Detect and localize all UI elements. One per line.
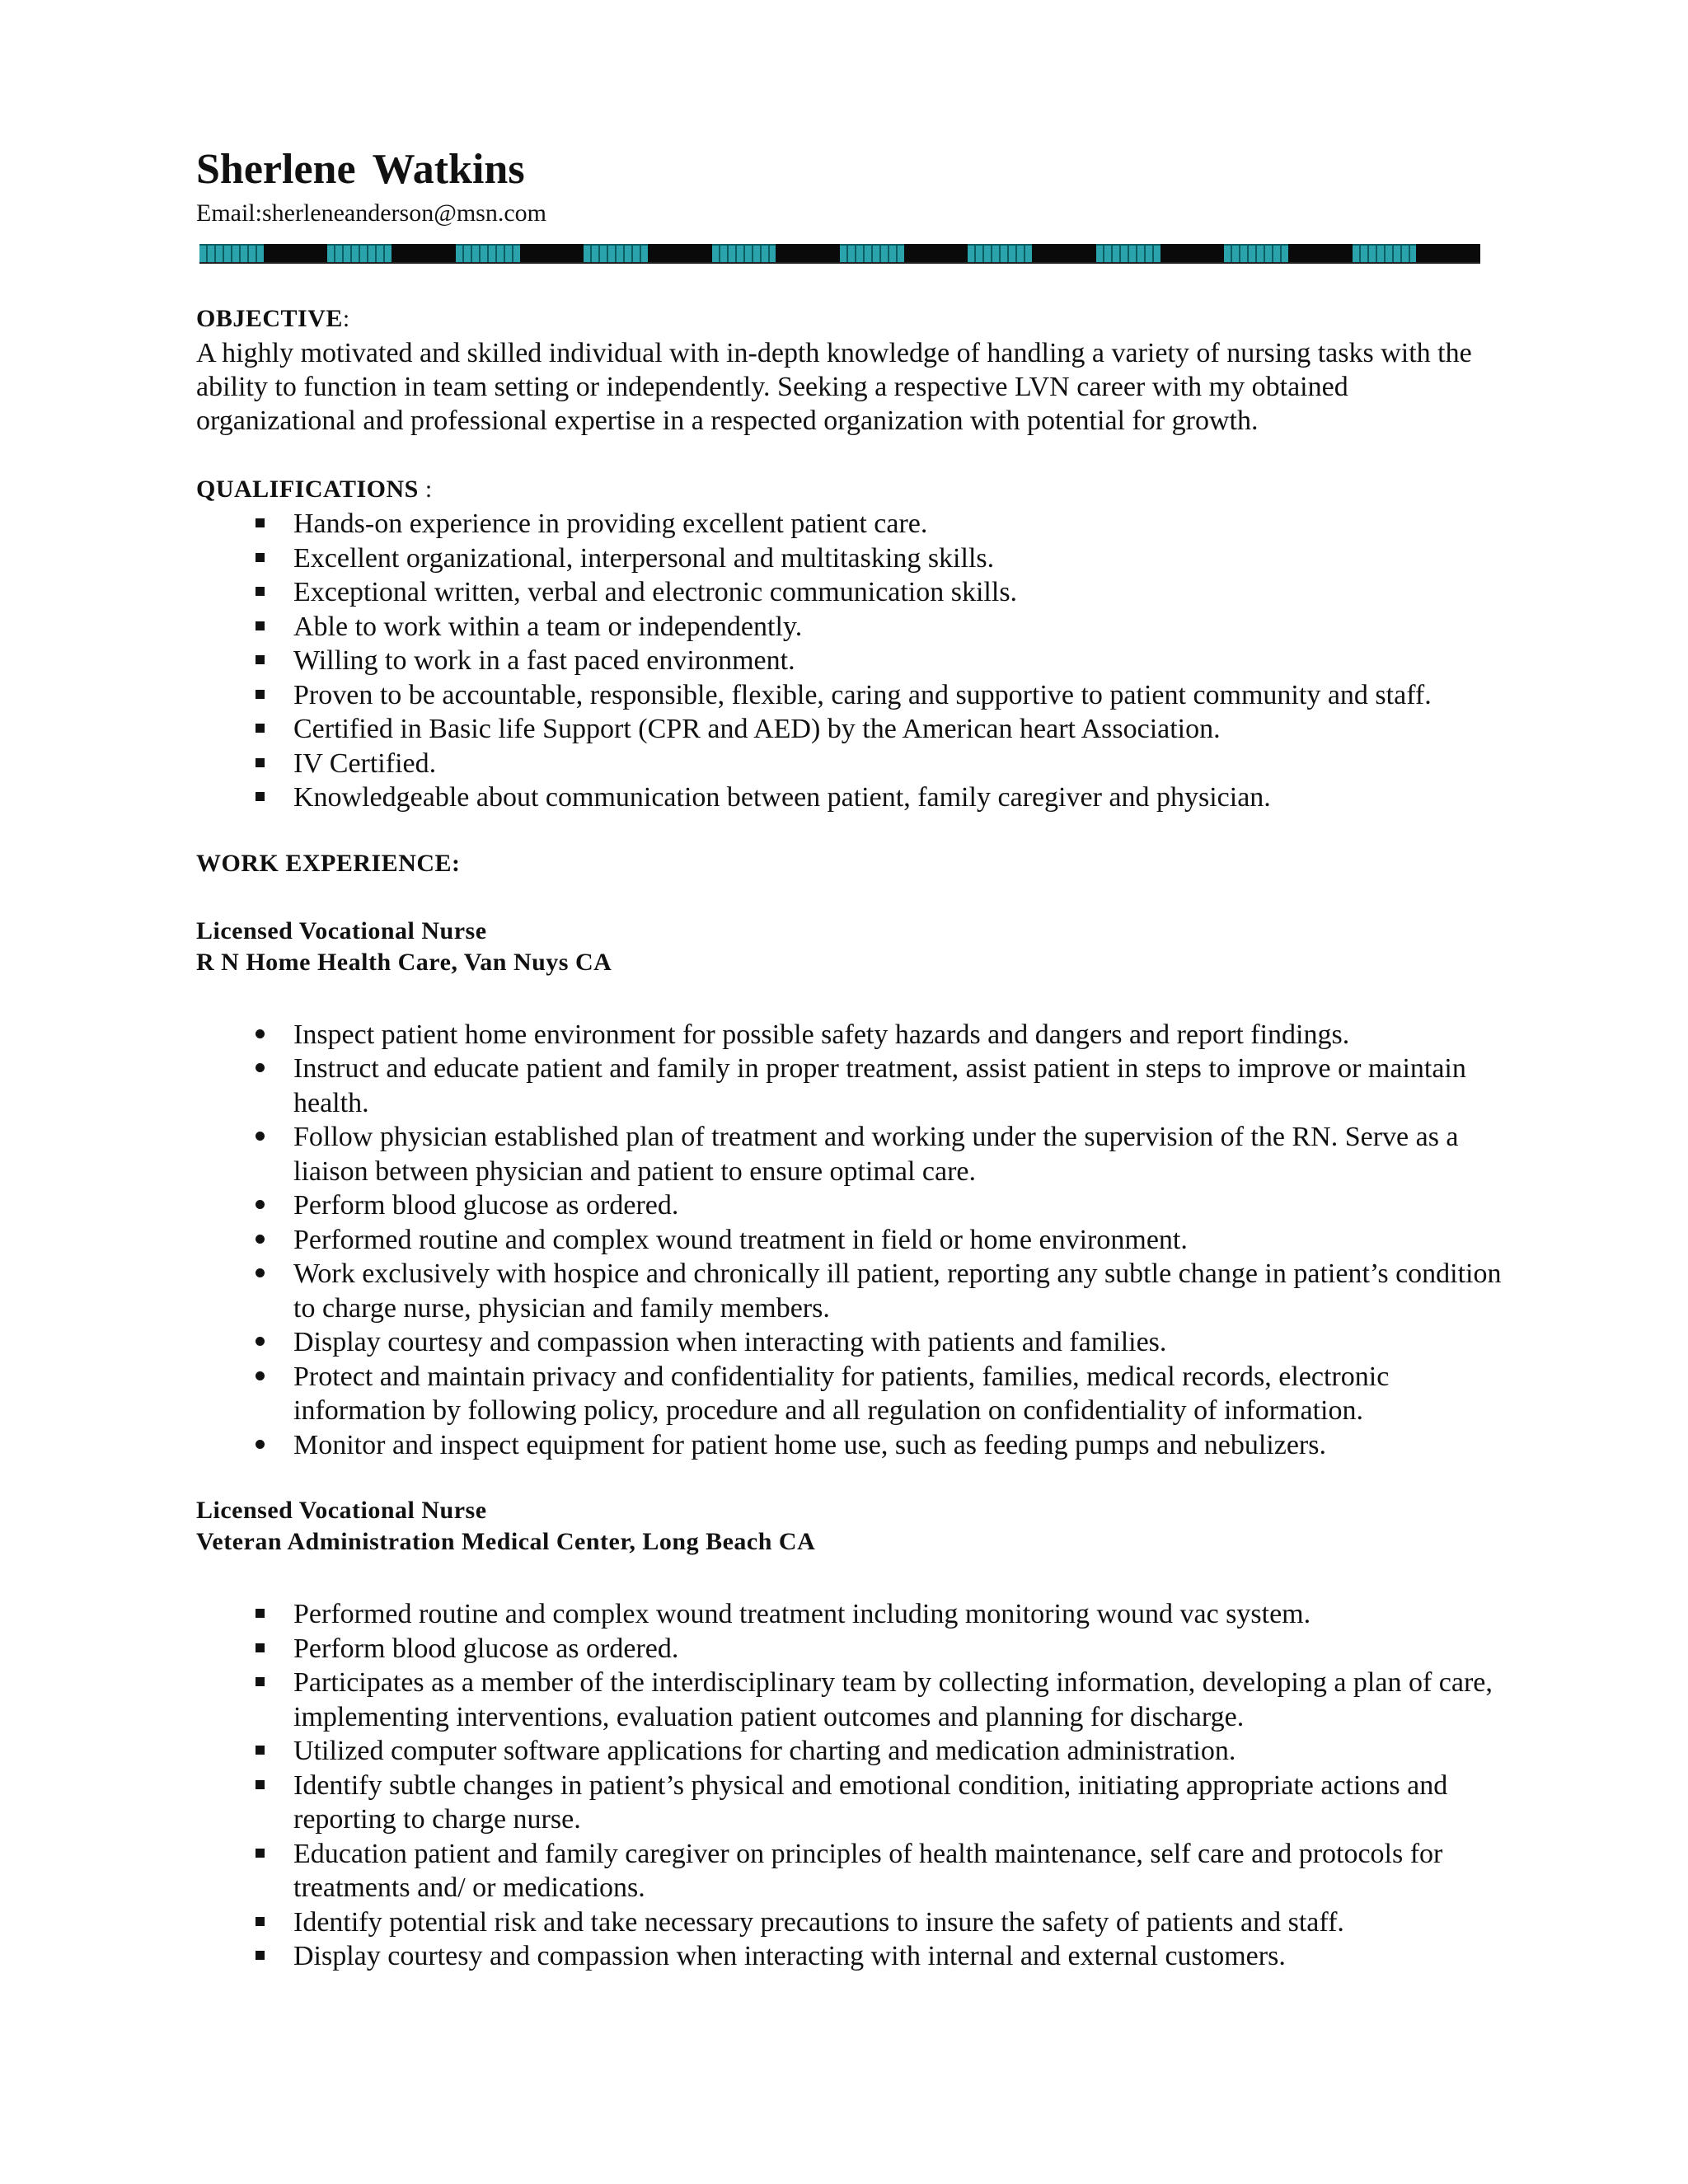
square-bullet-icon [247,1905,272,1940]
objective-text: A highly motivated and skilled individual with in-depth knowledge of handling a variety of nursing tasks with the ability to function in team setting or independently. Seeking a respective LVN career with my obtained organizational and professional expertise in a respected organization with potential for growth. [196,338,1472,436]
resume-body [196,302,1515,1974]
decorative-divider [199,244,1480,264]
list-item: Utilized computer software applications for charting and medication administration. [196,1734,1515,1769]
square-bullet-icon [247,780,272,815]
square-bullet-icon [247,1939,272,1974]
list-item: Display courtesy and compassion when interacting with patients and families. [196,1325,1515,1360]
list-item: Perform blood glucose as ordered. [196,1188,1515,1223]
square-bullet-icon [247,575,272,610]
square-bullet-icon [247,747,272,781]
qualifications-heading: QUALIFICATIONS : [196,476,433,503]
job-duties-list [196,1597,1515,1974]
round-bullet-icon [247,1188,272,1223]
list-item: Perform blood glucose as ordered. [196,1632,1515,1666]
round-bullet-icon [247,1428,272,1463]
round-bullet-icon [247,1120,272,1155]
job-title: Licensed Vocational Nurse [196,916,487,944]
square-bullet-icon [247,1597,272,1632]
list-item: Hands-on experience in providing excellent patient care. [196,507,1515,541]
list-item: Work exclusively with hospice and chronically ill patient, reporting any subtle change in patient’s condition to charge nurse, physician and family members. [196,1257,1515,1325]
list-item: Monitor and inspect equipment for patient home use, such as feeding pumps and nebulizers. [196,1428,1515,1463]
objective-heading: OBJECTIVE: [196,305,350,332]
job-duties-list [196,1018,1515,1463]
square-bullet-icon [247,1734,272,1769]
list-item: Education patient and family caregiver on principles of health maintenance, self care and protocols for treatments and/ or medications. [196,1837,1515,1905]
list-item: Proven to be accountable, responsible, flexible, caring and supportive to patient community and staff. [196,678,1515,713]
round-bullet-icon [247,1223,272,1258]
round-bullet-icon [247,1325,272,1360]
round-bullet-icon [247,1257,272,1291]
list-item: Follow physician established plan of treatment and working under the supervision of the RN. Serve as a liaison between physician and patient to ensure optimal care. [196,1120,1515,1188]
square-bullet-icon [247,507,272,541]
square-bullet-icon [247,1837,272,1872]
list-item: Performed routine and complex wound treatment in field or home environment. [196,1223,1515,1258]
list-item: IV Certified. [196,747,1515,781]
list-item: Knowledgeable about communication between patient, family caregiver and physician. [196,780,1515,815]
list-item: Willing to work in a fast paced environment. [196,644,1515,678]
round-bullet-icon [247,1360,272,1394]
list-item: Certified in Basic life Support (CPR and AED) by the American heart Association. [196,712,1515,747]
square-bullet-icon [247,1632,272,1666]
square-bullet-icon [247,1666,272,1700]
job-employer: Veteran Administration Medical Center, Long Beach CA [196,1528,816,1555]
qualifications-list [196,507,1515,815]
list-item: Participates as a member of the interdisciplinary team by collecting information, developing a plan of care, implementing interventions, evaluation patient outcomes and planning for discharge. [196,1666,1515,1734]
work-experience-heading: WORK EXPERIENCE: [196,849,461,877]
applicant-name: Sherlene Watkins [196,146,525,193]
square-bullet-icon [247,1769,272,1803]
list-item: Able to work within a team or independently. [196,610,1515,644]
round-bullet-icon [247,1018,272,1052]
round-bullet-icon [247,1052,272,1086]
list-item: Instruct and educate patient and family in proper treatment, assist patient in steps to improve or maintain health. [196,1052,1515,1120]
job-employer: R N Home Health Care, Van Nuys CA [196,948,612,976]
list-item: Identify subtle changes in patient’s physical and emotional condition, initiating appropriate actions and reporting to charge nurse. [196,1769,1515,1837]
square-bullet-icon [247,541,272,576]
job-title: Licensed Vocational Nurse [196,1497,487,1524]
square-bullet-icon [247,644,272,678]
list-item: Performed routine and complex wound treatment including monitoring wound vac system. [196,1597,1515,1632]
list-item: Excellent organizational, interpersonal and multitasking skills. [196,541,1515,576]
list-item: Inspect patient home environment for possible safety hazards and dangers and report findings. [196,1018,1515,1052]
list-item: Display courtesy and compassion when interacting with internal and external customers. [196,1939,1515,1974]
list-item: Exceptional written, verbal and electronic communication skills. [196,575,1515,610]
email-line: Email:sherleneanderson@msn.com [196,199,547,227]
square-bullet-icon [247,678,272,713]
square-bullet-icon [247,712,272,747]
list-item: Identify potential risk and take necessary precautions to insure the safety of patients and staff. [196,1905,1515,1940]
square-bullet-icon [247,610,272,644]
list-item: Protect and maintain privacy and confidentiality for patients, families, medical records, electronic information by following policy, procedure and all regulation on confidentiality of information. [196,1360,1515,1428]
